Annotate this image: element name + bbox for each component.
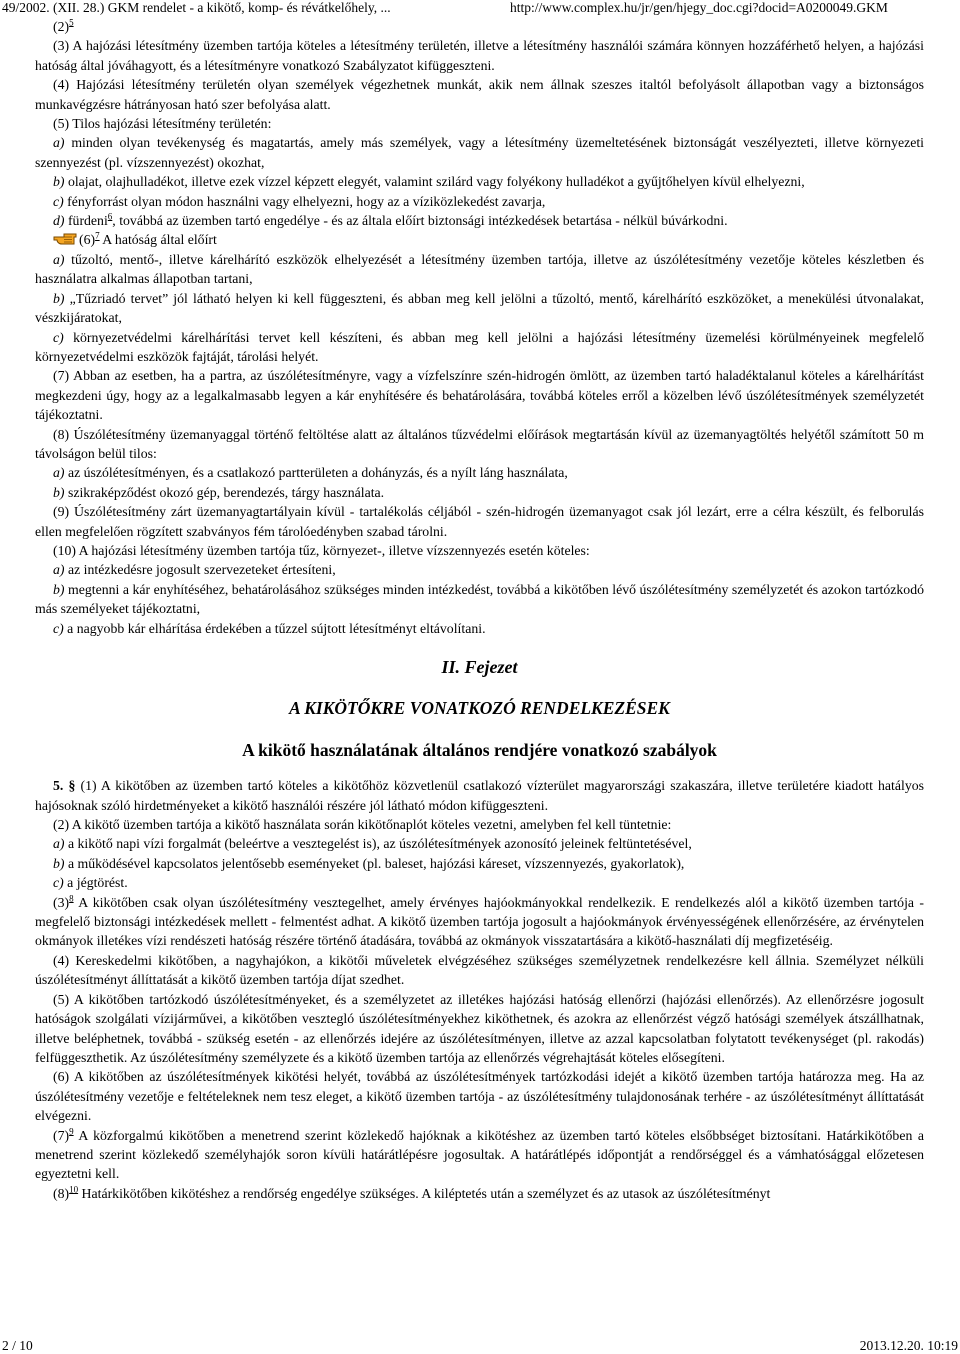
point-label: c) xyxy=(53,620,64,636)
section-5-paragraph-6: (6) A kikötőben az úszólétesítmények kikötési helyét, továbbá az úszólétesítmények tartózkodási idejét a kikötő üzemben tartója határozza meg. Ha az úszólétesítmény vezetője e feltételeknek nem tesz eleget, a kikötő üzemben tartója - az úszólétesítmény tulajdonosának terhére - az úszólétesítményt állíttatását elvégezni. xyxy=(35,1069,924,1124)
point-label: a) xyxy=(53,251,65,267)
page-number: 2 / 10 xyxy=(2,1338,33,1353)
section-5-paragraph-8 xyxy=(35,1184,924,1203)
point-text: az úszólétesítményen, és a csatlakozó partterületen a dohányzás, és a nyílt láng használata, xyxy=(64,465,568,481)
paragraph-number: (7) xyxy=(53,1127,70,1143)
section-5-paragraph-2: (2) A kikötő üzemben tartója a kikötő használata során kikötőnaplót köteles vezetni, amelyben fel kell tüntetnie: xyxy=(53,817,672,833)
chapter-heading: II. Fejezet xyxy=(441,657,518,677)
paragraph-number: (6) xyxy=(79,232,96,248)
point-text: „Tűzriadó tervet” jól látható helyen ki kell függeszteni, és abban meg kell jelölni a tűzoltó, mentő, kárelhárító eszközöket, a menekülési útvonalakat, vészkijáratokat, xyxy=(35,290,924,326)
point-text: környezetvédelmi kárelhárítási tervet kell készíteni, és abban meg kell jelölni a hajózási létesítmény üzemelési körülményeinek megfelelő környezetvédelmi eszközök fajtáját, tárolási helyét. xyxy=(35,329,924,364)
point-label: b) xyxy=(53,290,65,306)
chapter-title: A KIKÖTŐKRE VONATKOZÓ RENDELKEZÉSEK xyxy=(289,698,670,719)
pointing-hand-icon[interactable] xyxy=(53,231,77,247)
footnote-link-9[interactable]: 9 xyxy=(69,1125,74,1136)
paragraph-5: (5) Tilos hajózási létesítmény területén: xyxy=(53,116,272,132)
section-5-paragraph-5: (5) A kikötőben tartózkodó úszólétesítményeket, és a személyzetet az illetékes hajózási hatóság ellenőrzi (hajózási ellenőrzés). Az ellenőrzésre jogosult hatóságok szolgálati vízijárművei, a kikötőben vesztegló úszólétesítményekhez kiköthetnek, és azokra az ellenőrzést végző hatósági személyek átszállhatnak, illetve beléphetnek, továbbá - szükség esetén - az ellenőrzés idejére az úszólétesítményen, illetve az azzal kapcsolatban folytatott tevékenységet (pl. rakodás) felfüggeszthetik. Az úszólétesítmény személyzete és a kikötő üzemben tartója az ellenőrzés végrehajtását köteles elősegíteni. xyxy=(35,991,924,1065)
point-text: a működésével kapcsolatos jelentősebb eseményeket (pl. baleset, hajózási káreset, vízszennyezés, gyakorlatok), xyxy=(64,855,685,871)
point-label: a) xyxy=(53,562,65,578)
paragraph-text: A kikötőben csak olyan úszólétesítmény vesztegelhet, amely érvényes hajóokmányokkal rendelkezik. E rendelkezés alól a kikötő üzemben tartója - megfelelő biztonsági intézkedések mellett - felmentést adhat. A kikötő üzemben tartója jogosult a hajóokmányok érvényességének ellenőrzésére, az érvénytelen okmányok illetékes vízi rendészeti hatóság részére történő átadására, továbbá az okmányok visszatartására a kikötő-használati díj megfizetéséig. xyxy=(35,894,924,949)
header-url: http://www.complex.hu/jr/gen/hjegy_doc.cgi?docid=A0200049.GKM xyxy=(510,0,888,15)
point-text: a jégtörést. xyxy=(63,875,128,891)
point-text: olajat, olajhulladékot, illetve ezek vízzel képzett elegyét, valamint szilárd vagy folyékony hulladékot a gyűjtőhelyen kívül elhelyezni, xyxy=(64,174,805,190)
paragraph-7: (7) Abban az esetben, ha a partra, az úszólétesítményre, vagy a vízfelszínre szén-hidrogén ömlött, az üzemben tartó haladéktalanul köteles a kárelhárítást megkezdeni úgy, hogy az a legalkalmasabb legyen a kár enyhítésére és behatárolására, továbbá köteles erről a közelben lévő úszólétesítmények személyzetét tájékoztatni. xyxy=(35,368,924,423)
paragraph-number: (8) xyxy=(53,1185,70,1201)
paragraph-text: A közforgalmú kikötőben a menetrend szerint közlekedő hajóknak a kikötéshez az üzemben tartó köteles elsőbbséget biztosítani. Határkikötőben a menetrend szerint közlekedő személyhajók soron kívüli határátlépésre jogosultak. A határátlépés időpontját a rendőrséggel és a vámhatósággal előzetesen egyeztetni kell. xyxy=(35,1127,924,1182)
point-5c xyxy=(35,192,924,211)
point-5-2c xyxy=(35,873,924,892)
paragraph-10: (10) A hajózási létesítmény üzemben tartója tűz, környezet-, illetve vízszennyezés esetén köteles: xyxy=(53,542,590,558)
point-8b xyxy=(35,483,924,502)
point-text: fürdeni xyxy=(64,213,108,229)
point-5-2b xyxy=(35,854,924,873)
point-text: , továbbá az üzemben tartó engedélye - és az általa előírt biztonsági intézkedések betartása - nélkül búvárkodni. xyxy=(112,213,728,229)
point-6b xyxy=(35,289,924,328)
point-label: a) xyxy=(53,465,65,481)
paragraph-9: (9) Úszólétesítmény zárt üzemanyagtartályain kívül - tartalékolás céljából - szén-hidrogén üzemanyagot csak jól lezárt, erre a célra készült, és felborulás ellen megfelelően rögzített szabványos fém tárolóedényben szabad tárolni. xyxy=(35,504,924,539)
paragraph-3: (3) A hajózási létesítmény üzemben tartója köteles a létesítmény területén, illetve a létesítmény használói számára könnyen hozzáférhető helyen, a hajózási hatóság által jóváhagyott, és a létesítményre vonatkozó Szabályzatot kifüggeszteni. xyxy=(35,38,924,73)
section-title: A kikötő használatának általános rendjére vonatkozó szabályok xyxy=(242,739,717,760)
header-title: 49/2002. (XII. 28.) GKM rendelet - a kikötő, komp- és révátkelőhely, ... xyxy=(2,0,391,15)
footnote-link-5[interactable]: 5 xyxy=(69,17,74,28)
paragraph-text: Határkikötőben kikötéshez a rendőrség engedélye szükséges. A kiléptetés után a személyzet és az utasok az úszólétesítményt xyxy=(78,1185,771,1201)
point-text: az intézkedésre jogosult szervezeteket értesíteni, xyxy=(64,562,336,578)
section-5-paragraph-1 xyxy=(35,776,924,815)
point-label: b) xyxy=(53,174,65,190)
point-text: a nagyobb kár elhárítása érdekében a tűzzel sújtott létesítményt eltávolítani. xyxy=(63,620,486,636)
point-5a xyxy=(35,133,924,172)
paragraph-text: (1) A kikötőben az üzemben tartó köteles a kikötőhöz közvetlenül csatlakozó vízterület magyarországi szakaszára, illetve területére kiadott hatályos hajósoknak szóló hirdetményeket a kikötő használói részére jól látható módon kifüggeszteni. xyxy=(35,778,924,813)
point-6c xyxy=(35,328,924,367)
section-number: 5. § xyxy=(53,778,76,794)
point-label: b) xyxy=(53,484,65,500)
point-5d xyxy=(35,211,924,230)
point-text: a kikötő napi vízi forgalmát (beleértve a vesztegelést is), az úszólétesítmények azonosító jeleinek feltüntetésével, xyxy=(64,836,692,852)
paragraph-4: (4) Hajózási létesítmény területén olyan személyek végezhetnek munkát, akik nem állnak szeszes italtól befolyásolt állapotban vagy a biztonságos munkavégzésre hátrányosan ható szer befolyása alatt. xyxy=(35,77,924,112)
point-text: minden olyan tevékenység és magatartás, amely más személyek, vagy a létesítmény üzemeltetésének biztonságát veszélyezteti, illetve környezeti szennyezést (pl. vízszennyezést) okozhat, xyxy=(35,135,924,170)
point-10c xyxy=(35,619,924,638)
footnote-link-10[interactable]: 10 xyxy=(69,1184,79,1195)
point-10a xyxy=(35,560,924,579)
point-label: a) xyxy=(53,836,65,852)
paragraph-text: A hatóság által előírt xyxy=(99,232,217,248)
point-label: c) xyxy=(53,329,64,345)
point-8a xyxy=(35,463,924,482)
point-label: b) xyxy=(53,581,65,597)
page-footer xyxy=(0,1338,960,1354)
paragraph-number: (2) xyxy=(53,19,70,34)
print-datetime: 2013.12.20. 10:19 xyxy=(859,1338,958,1353)
point-text: tűzoltó, mentő-, illetve kárelhárító eszközök elhelyezését a létesítmény üzemben tartója, illetve az úszólétesítmény vezetője köteles készletben és használatra alkalmas állapotban tartani, xyxy=(35,251,924,287)
point-10b xyxy=(35,580,924,619)
point-label: a) xyxy=(53,135,65,151)
point-label: d) xyxy=(53,213,65,229)
point-text: megtenni a kár enyhítéséhez, behatárolásához szükséges minden intézkedést, továbbá a kikötőben lévő úszólétesítmény személyzetét és azokon tartózkodó más személyeket tájékoztatni, xyxy=(35,581,924,617)
page-header xyxy=(0,0,960,16)
section-5-paragraph-7 xyxy=(35,1126,924,1184)
section-5-paragraph-4: (4) Kereskedelmi kikötőben, a nagyhajókon, a kikötői műveletek elvégzéséhez szükséges személyzetnek rendelkezésre kell állnia. Személyzet nélküli úszólétesítményt állíttatását a kikötő üzemben tartója díjat szedhet. xyxy=(35,952,924,988)
paragraph-8: (8) Úszólétesítmény üzemanyaggal történő feltöltése alatt az általános tűzvédelmi előírások megtartásán kívül az üzemanyagtöltés helyétől számított 50 m távolságon belül tilos: xyxy=(35,426,924,461)
paragraph-2 xyxy=(35,17,924,36)
point-5b xyxy=(35,172,924,191)
footnote-link-7[interactable]: 7 xyxy=(95,230,100,241)
point-label: c) xyxy=(53,193,64,209)
point-text: szikraképződést okozó gép, berendezés, tárgy használata. xyxy=(64,484,385,500)
point-label: b) xyxy=(53,855,65,871)
point-6a xyxy=(35,250,924,289)
point-text: fényforrást olyan módon használni vagy elhelyezni, hogy az a víziközlekedést zavarja, xyxy=(63,193,546,209)
footnote-link-6[interactable]: 6 xyxy=(107,211,113,222)
document-body xyxy=(35,17,924,1203)
section-5-paragraph-3 xyxy=(35,893,924,951)
paragraph-6 xyxy=(35,230,924,249)
point-5-2a xyxy=(35,834,924,853)
point-label: c) xyxy=(53,875,64,891)
paragraph-number: (3) xyxy=(53,894,70,910)
footnote-link-8[interactable]: 8 xyxy=(69,893,74,904)
